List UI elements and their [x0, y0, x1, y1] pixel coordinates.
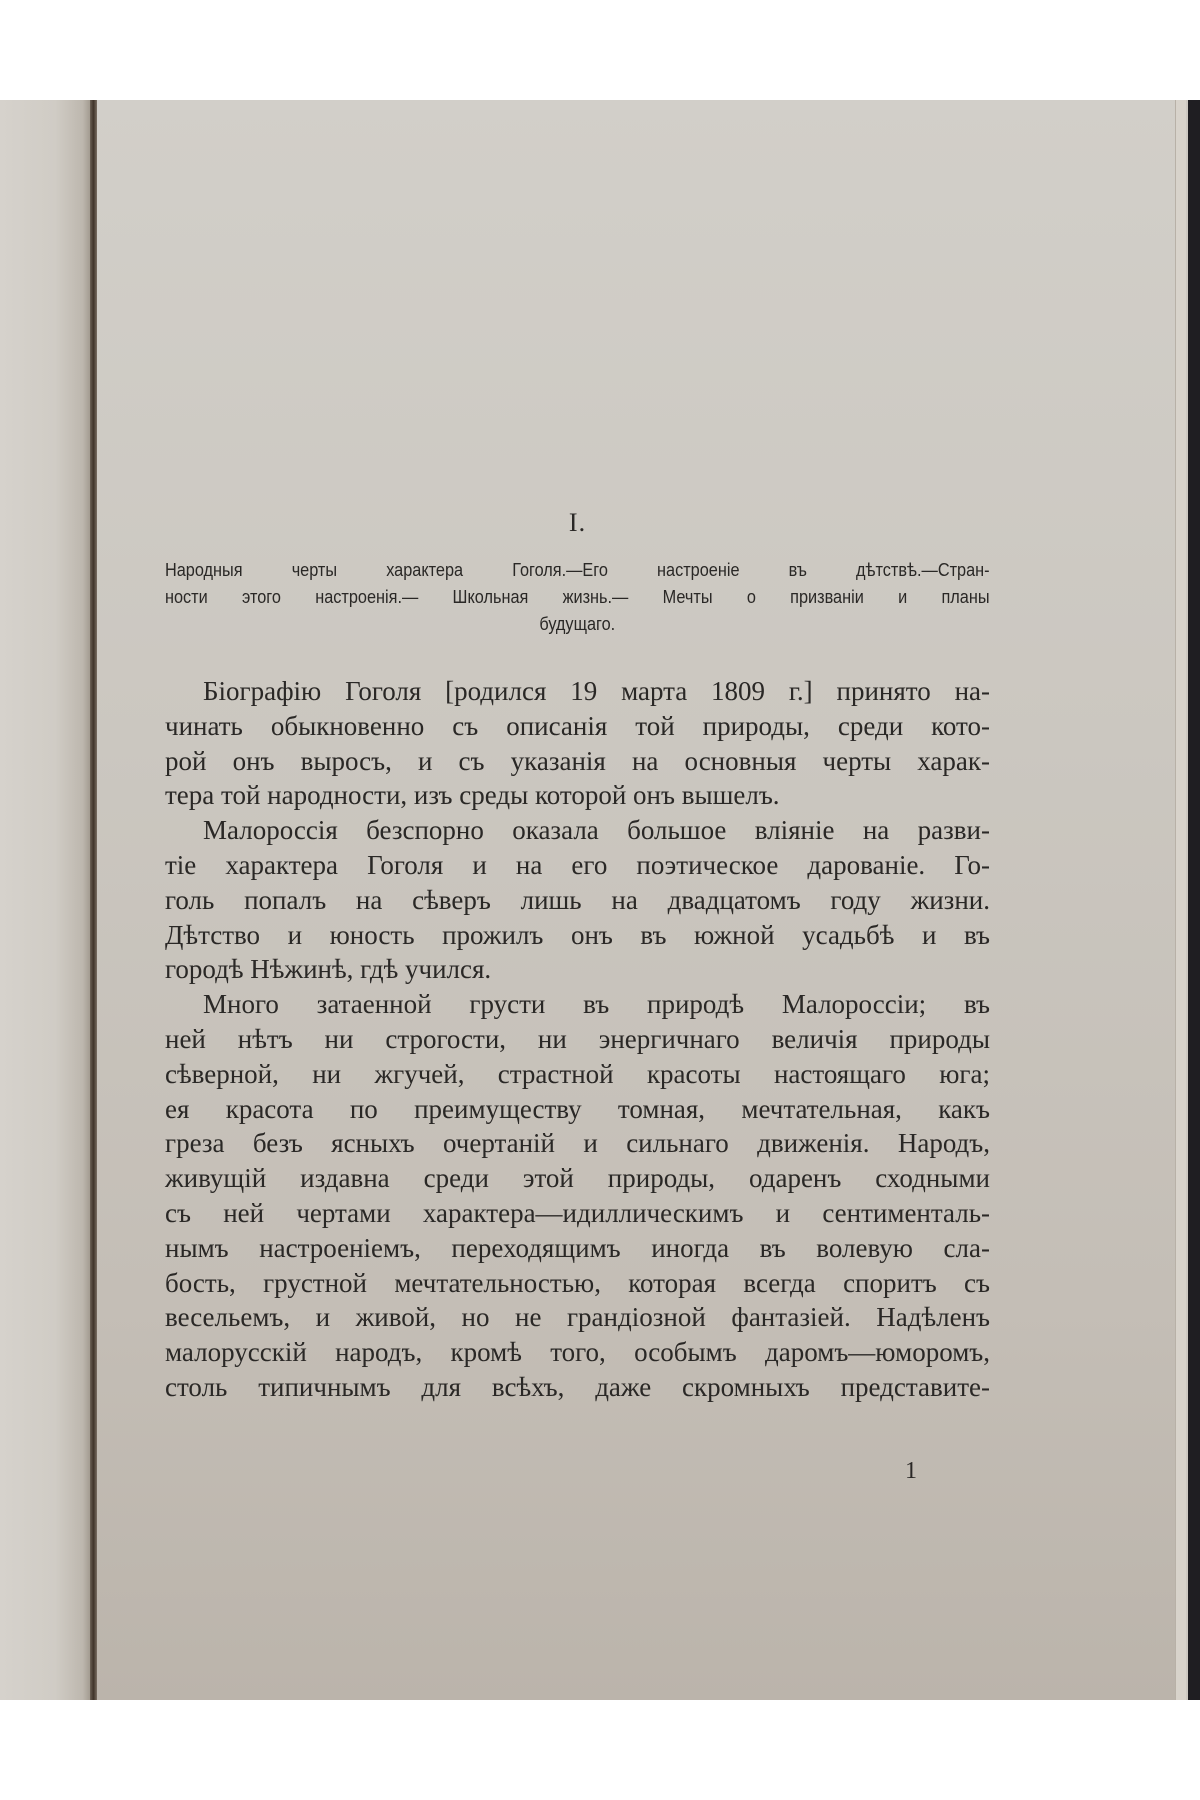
summary-line: ности этого настроенія.— Школьная жизнь.— Мечты о призваніи и планы [165, 586, 990, 607]
text-line: рой онъ выросъ, и съ указанія на основныя черты харак- [165, 745, 990, 776]
text-line: ней нѣтъ ни строгости, ни энергичнаго величія природы [165, 1023, 990, 1054]
chapter-number: I. [568, 508, 587, 537]
page-edge [1175, 100, 1186, 1700]
text-line: малорусскій народъ, кромѣ того, особымъ даромъ—юморомъ, [165, 1337, 990, 1368]
text-line: живущій издавна среди этой природы, одаренъ сходными [165, 1163, 990, 1194]
left-page [0, 100, 92, 1700]
text-line: ея красота по преимуществу томная, мечтательная, какъ [165, 1093, 990, 1124]
text-line: съ ней чертами характера—идиллическимъ и сентименталь- [165, 1197, 990, 1228]
text-line: столь типичнымъ для всѣхъ, даже скромныхъ представите- [165, 1371, 990, 1402]
book-photo [0, 100, 1200, 1700]
body-text [165, 674, 990, 1405]
text-line: тера той народности, изъ среды которой онъ вышелъ. [165, 780, 780, 811]
summary-line: Народныя черты характера Гоголя.—Его настроеніе въ дѣтствѣ.—Стран- [165, 559, 990, 580]
background-edge [1188, 100, 1200, 1700]
text-line: Много затаенной грусти въ природѣ Малороссіи; въ [203, 989, 990, 1020]
text-line: бость, грустной мечтательностью, которая всегда споритъ съ [165, 1267, 990, 1298]
text-line: сѣверной, ни жгучей, страстной красоты настоящаго юга; [165, 1058, 990, 1089]
book-gutter [90, 100, 97, 1700]
text-line: весельемъ, и живой, но не грандіозной фантазіей. Надѣленъ [165, 1302, 990, 1333]
text-line: нымъ настроеніемъ, переходящимъ иногда въ волевую сла- [165, 1232, 990, 1263]
text-line: Малороссія безспорно оказала большое вліяніе на разви- [203, 815, 990, 846]
text-line: чинать обыкновенно съ описанія той природы, среди кото- [165, 710, 990, 741]
text-line: Біографію Гоголя [родился 19 марта 1809 г.] принято на- [203, 676, 990, 706]
text-line: городѣ Нѣжинѣ, гдѣ учился. [165, 954, 492, 985]
text-line: тіе характера Гоголя и на его поэтическое дарованіе. Го- [165, 849, 990, 880]
text-line: голь попалъ на сѣверъ лишь на двадцатомъ году жизни. [165, 884, 990, 915]
summary-line: будущаго. [539, 613, 616, 634]
text-line: греза безъ ясныхъ очертаній и сильнаго движенія. Народъ, [165, 1128, 990, 1159]
chapter-summary [165, 556, 990, 637]
page-number: 1 [905, 1458, 917, 1484]
text-line: Дѣтство и юность прожилъ онъ въ южной усадьбѣ и въ [165, 919, 990, 950]
